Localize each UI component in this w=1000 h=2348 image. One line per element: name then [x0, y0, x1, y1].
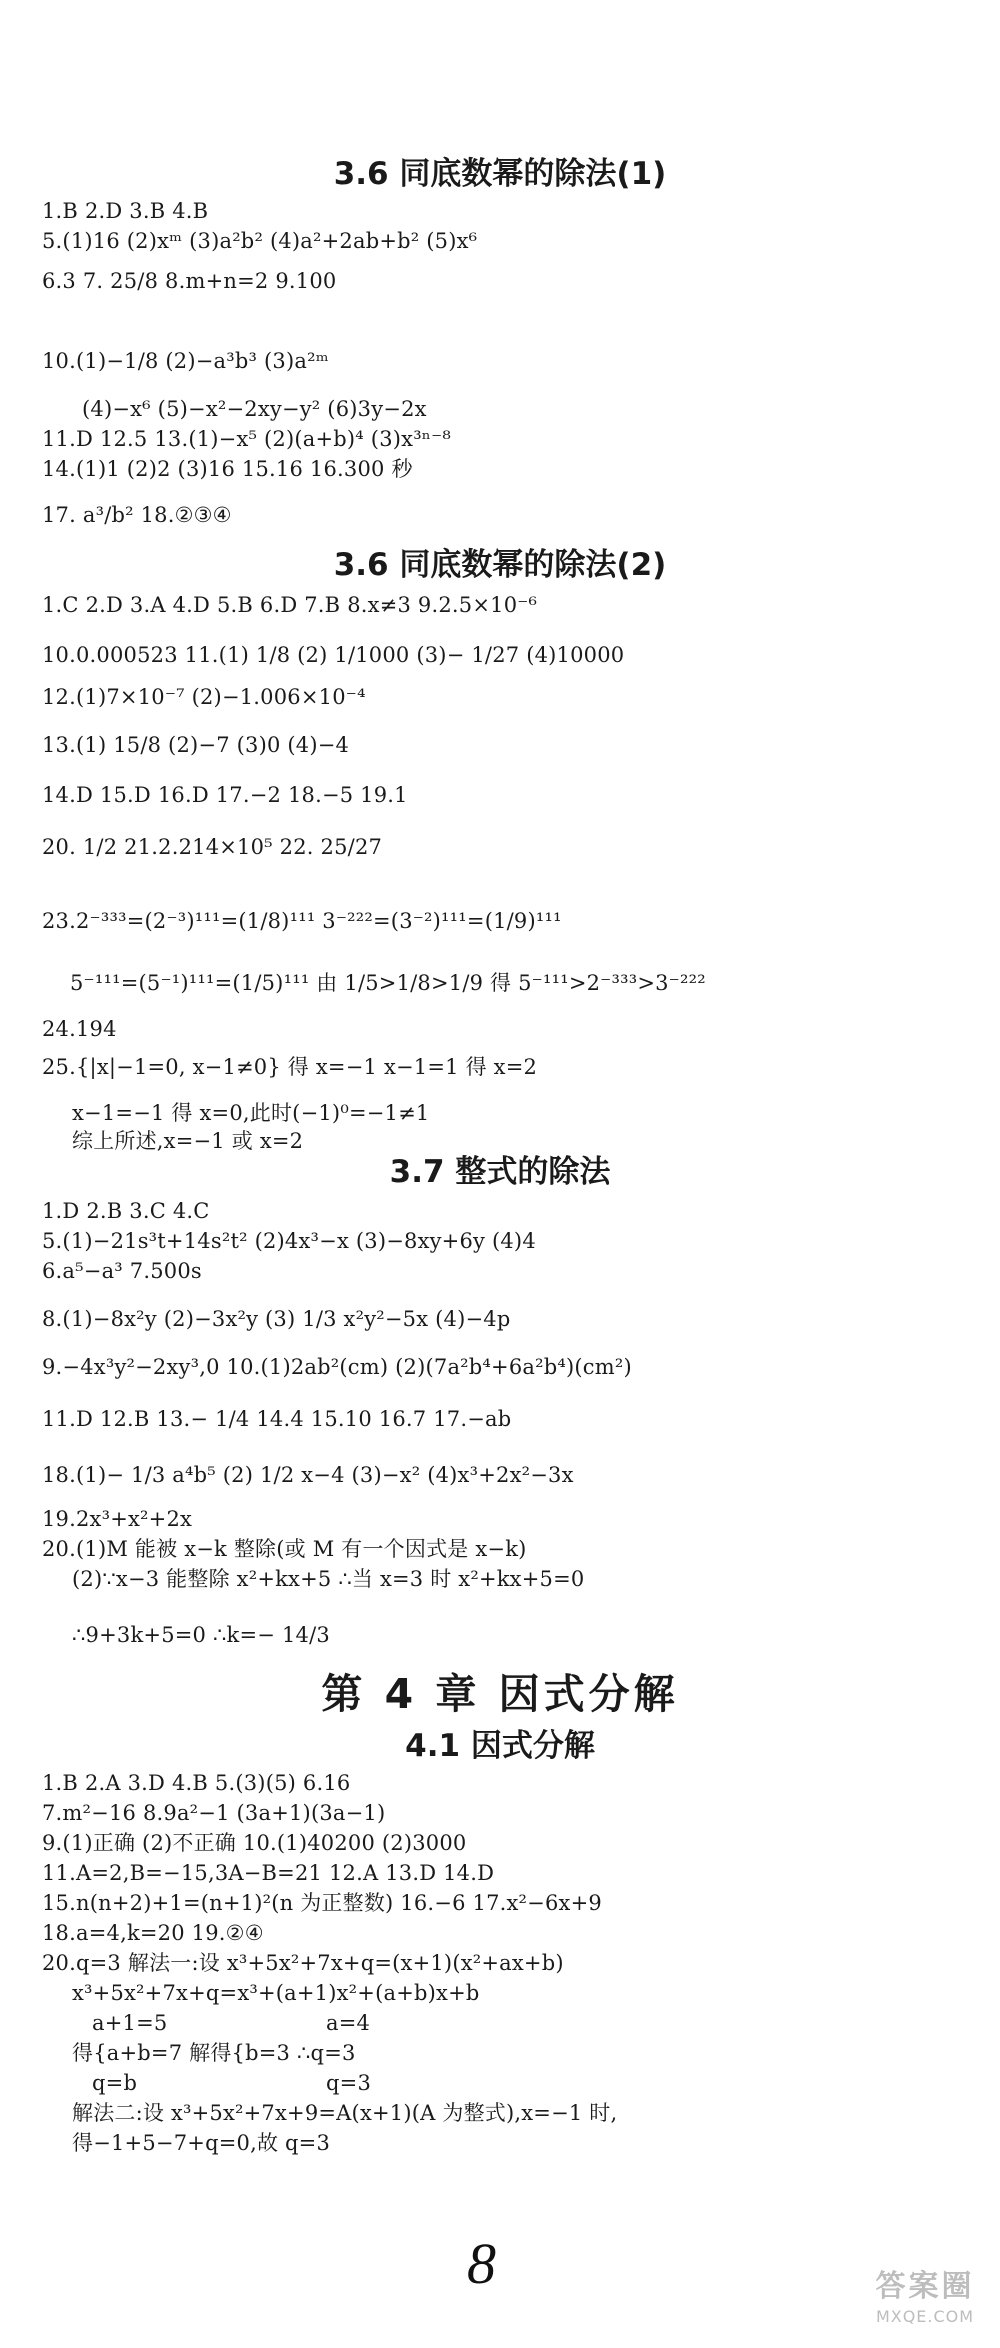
- answer-line: 9.(1)正确 (2)不正确 10.(1)40200 (2)3000: [42, 1831, 467, 1855]
- answer-line: 1.D 2.B 3.C 4.C: [42, 1199, 210, 1223]
- answer-line: 10.(1)−1/8 (2)−a³b³ (3)a²ᵐ: [42, 349, 329, 373]
- answer-line: 解法二:设 x³+5x²+7x+9=A(x+1)(A 为整式),x=−1 时,: [72, 2101, 618, 2125]
- answer-line: 25.{|x|−1=0, x−1≠0} 得 x=−1 x−1=1 得 x=2: [42, 1055, 538, 1079]
- answer-line: 11.D 12.B 13.− 1/4 14.4 15.10 16.7 17.−ab: [42, 1407, 512, 1431]
- answer-line: 11.D 12.5 13.(1)−x⁵ (2)(a+b)⁴ (3)x³ⁿ⁻⁸: [42, 427, 451, 451]
- answer-line: 9.−4x³y²−2xy³,0 10.(1)2ab²(cm) (2)(7a²b⁴+6a²b⁴)(cm²): [42, 1355, 632, 1379]
- answer-line: 12.(1)7×10⁻⁷ (2)−1.006×10⁻⁴: [42, 685, 366, 709]
- equation-system-line: 得{a+b=7 解得{b=3 ∴q=3: [72, 2041, 356, 2065]
- section-heading-3-7: 3.7 整式的除法: [389, 1154, 611, 1190]
- answer-line: 得−1+5−7+q=0,故 q=3: [72, 2131, 331, 2155]
- watermark: [860, 2268, 990, 2340]
- answer-line: (4)−x⁶ (5)−x²−2xy−y² (6)3y−2x: [82, 397, 427, 421]
- chapter-heading: 第 4 章 因式分解: [321, 1670, 679, 1718]
- answer-line: ∴9+3k+5=0 ∴k=− 14/3: [72, 1623, 330, 1647]
- answer-line: 13.(1) 15/8 (2)−7 (3)0 (4)−4: [42, 733, 350, 757]
- answer-line: 15.n(n+2)+1=(n+1)²(n 为正整数) 16.−6 17.x²−6x+9: [42, 1891, 602, 1915]
- answer-line: 1.B 2.A 3.D 4.B 5.(3)(5) 6.16: [42, 1771, 351, 1795]
- solution-q-value: q=3: [326, 2071, 371, 2095]
- answer-line: 14.D 15.D 16.D 17.−2 18.−5 19.1: [42, 783, 408, 807]
- solution-a-value: a=4: [326, 2011, 371, 2035]
- answer-line: 5⁻¹¹¹=(5⁻¹)¹¹¹=(1/5)¹¹¹ 由 1/5>1/8>1/9 得 5⁻¹¹¹>2⁻³³³>3⁻²²²: [70, 971, 706, 995]
- answer-line: x−1=−1 得 x=0,此时(−1)⁰=−1≠1: [72, 1101, 430, 1125]
- section-heading-3-6-2: 3.6 同底数幂的除法(2): [333, 547, 667, 583]
- watermark-logo-text: 答案圈: [875, 2269, 975, 2304]
- answer-line: 6.a⁵−a³ 7.500s: [42, 1259, 202, 1283]
- answer-line: 综上所述,x=−1 或 x=2: [72, 1129, 304, 1153]
- page-number: 8: [467, 2231, 496, 2296]
- equation-system-line: a+1=5: [92, 2011, 168, 2035]
- answer-line: x³+5x²+7x+q=x³+(a+1)x²+(a+b)x+b: [72, 1981, 480, 2005]
- answer-line: 24.194: [42, 1017, 117, 1041]
- answer-line: (2)∵x−3 能整除 x²+kx+5 ∴当 x=3 时 x²+kx+5=0: [72, 1567, 585, 1591]
- equation-system-line: q=b: [92, 2071, 138, 2095]
- answer-line: 18.a=4,k=20 19.②④: [42, 1921, 264, 1945]
- answer-line: 11.A=2,B=−15,3A−B=21 12.A 13.D 14.D: [42, 1861, 495, 1885]
- answer-line: 8.(1)−8x²y (2)−3x²y (3) 1/3 x²y²−5x (4)−4p: [42, 1307, 511, 1331]
- answer-line: 23.2⁻³³³=(2⁻³)¹¹¹=(1/8)¹¹¹ 3⁻²²²=(3⁻²)¹¹¹=(1/9)¹¹¹: [42, 909, 562, 933]
- answer-line: 20. 1/2 21.2.214×10⁵ 22. 25/27: [42, 835, 383, 859]
- answer-line: 14.(1)1 (2)2 (3)16 15.16 16.300 秒: [42, 457, 413, 481]
- watermark-url: MXQE.COM: [875, 2307, 975, 2326]
- answer-line: 20.q=3 解法一:设 x³+5x²+7x+q=(x+1)(x²+ax+b): [42, 1951, 564, 1975]
- answer-line: 1.C 2.D 3.A 4.D 5.B 6.D 7.B 8.x≠3 9.2.5×10⁻⁶: [42, 593, 538, 617]
- answer-line: 10.0.000523 11.(1) 1/8 (2) 1/1000 (3)− 1/27 (4)10000: [42, 643, 625, 667]
- answer-line: 19.2x³+x²+2x: [42, 1507, 193, 1531]
- answer-line: 5.(1)16 (2)xᵐ (3)a²b² (4)a²+2ab+b² (5)x⁶: [42, 229, 478, 253]
- section-heading-4-1: 4.1 因式分解: [405, 1728, 595, 1764]
- answer-line: 20.(1)M 能被 x−k 整除(或 M 有一个因式是 x−k): [42, 1537, 527, 1561]
- answer-line: 18.(1)− 1/3 a⁴b⁵ (2) 1/2 x−4 (3)−x² (4)x³+2x²−3x: [42, 1463, 574, 1487]
- answer-line: 1.B 2.D 3.B 4.B: [42, 199, 209, 223]
- answer-line: 7.m²−16 8.9a²−1 (3a+1)(3a−1): [42, 1801, 386, 1825]
- answer-line: 17. a³/b² 18.②③④: [42, 503, 232, 527]
- answer-line: 5.(1)−21s³t+14s²t² (2)4x³−x (3)−8xy+6y (4)4: [42, 1229, 536, 1253]
- answer-line: 6.3 7. 25/8 8.m+n=2 9.100: [42, 269, 337, 293]
- section-heading-3-6-1: 3.6 同底数幂的除法(1): [333, 156, 667, 192]
